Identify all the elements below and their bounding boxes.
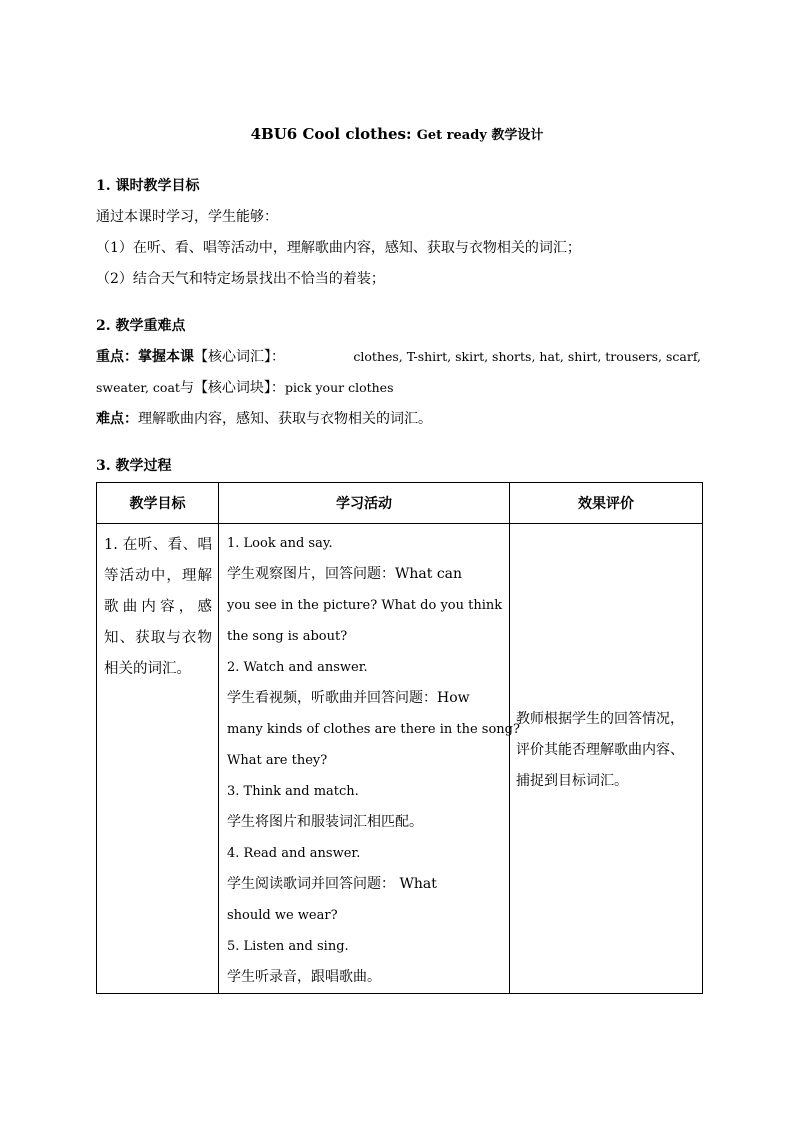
- difficulty-line: [96, 409, 701, 429]
- activity-line: 学生看视频，听歌曲并回答问题：How: [227, 690, 470, 706]
- activity-line: 学生阅读歌词并回答问题： What: [227, 876, 437, 892]
- table-row: [97, 524, 703, 994]
- teaching-process-table: [96, 482, 703, 994]
- section3-heading: 3. 教学过程: [96, 458, 172, 474]
- activity-line: 4. Read and answer.: [227, 846, 361, 861]
- title-main: 4BU6 Cool clothes:: [250, 125, 412, 143]
- key-mid: 与: [179, 380, 194, 396]
- key-words-line-2b: pick your clothes: [284, 380, 394, 395]
- activity-line: you see in the picture? What do you think: [227, 598, 503, 613]
- activity-line: What are they?: [227, 753, 328, 768]
- key-bracket-vocab: 【核心词汇】：: [194, 349, 285, 365]
- key-point-line-1: [96, 347, 701, 367]
- evaluation-text: [516, 704, 696, 797]
- section1-item-2: （2）结合天气和特定场景找出不恰当的着装；: [96, 271, 385, 287]
- key-words-line-1: clothes, T-shirt, skirt, shorts, hat, shirt, trousers, scarf,: [353, 349, 701, 364]
- difficulty-label: 难点：: [96, 411, 138, 427]
- evaluation-cell: [510, 524, 703, 994]
- key-label: 重点：掌握本课: [96, 349, 194, 365]
- key-words-line-2a: sweater, coat: [96, 380, 180, 395]
- header-evaluation: 效果评价: [510, 483, 703, 524]
- key-bracket-chunk: 【核心词块】：: [193, 380, 285, 396]
- key-point-line-2: [96, 378, 701, 398]
- section2-heading: 2. 教学重难点: [96, 318, 186, 334]
- section1-heading: 1. 课时教学目标: [96, 178, 200, 194]
- title-sub: Get ready 教学设计: [416, 128, 544, 143]
- document-title: [0, 124, 794, 143]
- activity-line: [227, 559, 503, 590]
- activity-cell: [219, 524, 520, 994]
- activity-text: 学生观察图片，回答问题：What can: [227, 566, 463, 582]
- section1-intro: 通过本课时学习，学生能够：: [96, 209, 278, 225]
- activity-line: 1. Look and say.: [227, 536, 333, 551]
- activity-line: 3. Think and match.: [227, 784, 359, 799]
- activity-line: should we wear?: [227, 908, 338, 923]
- header-activity: 学习活动: [219, 483, 510, 524]
- section1-item-1: （1）在听、看、唱等活动中，理解歌曲内容，感知、获取与衣物相关的词汇；: [96, 240, 581, 256]
- activity-line: many kinds of clothes are there in the song?: [227, 722, 520, 737]
- activity-line: 学生将图片和服装词汇相匹配。: [227, 814, 423, 830]
- activity-line: 学生听录音，跟唱歌曲。: [227, 969, 381, 985]
- difficulty-text: 理解歌曲内容，感知、获取与衣物相关的词汇。: [138, 411, 432, 427]
- evaluation-line: 捕捉到目标词汇。: [516, 773, 628, 789]
- evaluation-line: 评价其能否理解歌曲内容、: [516, 742, 684, 758]
- activity-line: 2. Watch and answer.: [227, 660, 368, 675]
- activity-line: 5. Listen and sing.: [227, 939, 349, 954]
- header-goal: 教学目标: [97, 483, 219, 524]
- evaluation-line: 教师根据学生的回答情况，: [516, 711, 684, 727]
- activity-line: the song is about?: [227, 629, 348, 644]
- goal-cell: 1. 在听、看、唱等活动中，理解歌曲内容，感知、获取与衣物相关的词汇。: [97, 524, 219, 994]
- table-header-row: [97, 483, 703, 524]
